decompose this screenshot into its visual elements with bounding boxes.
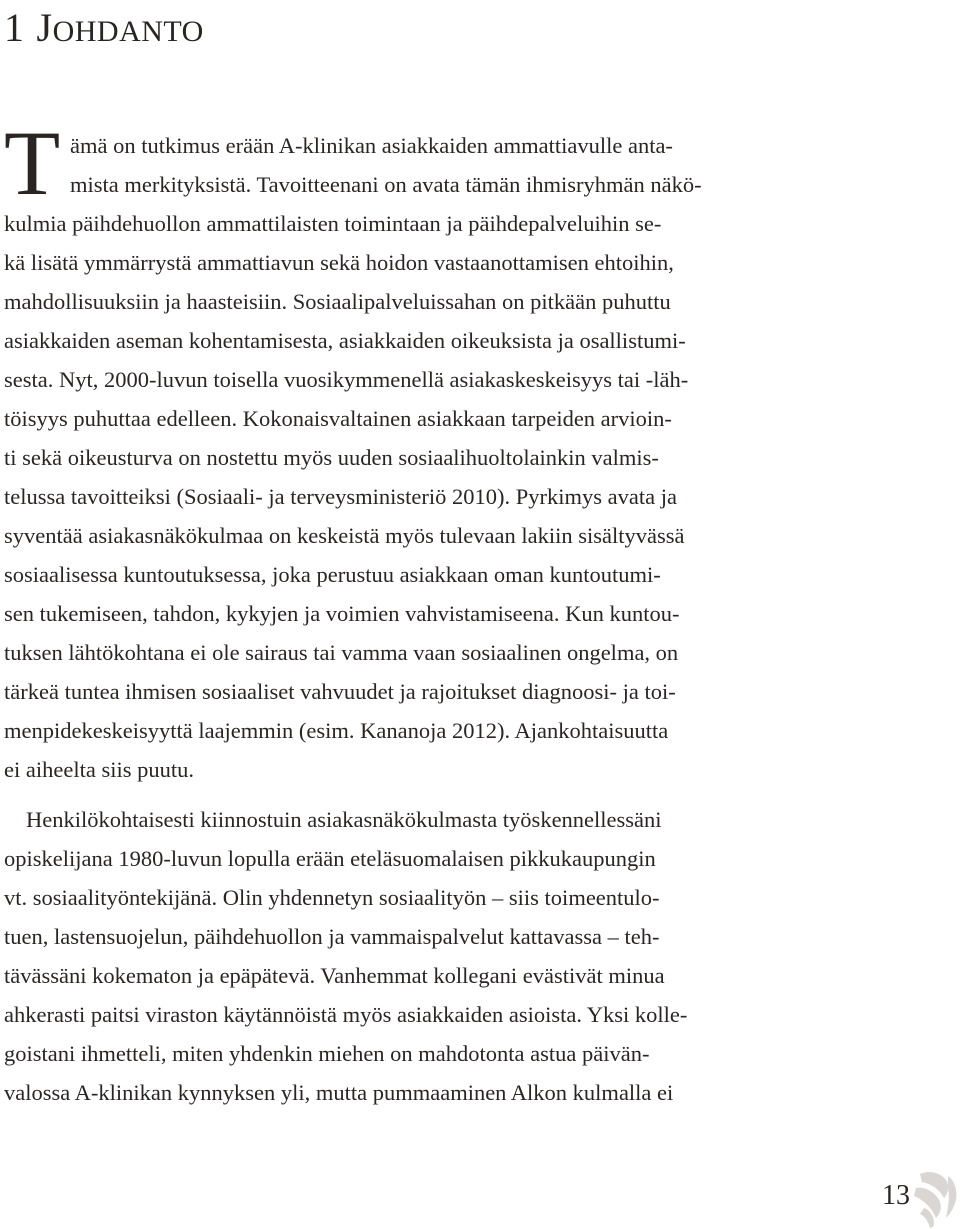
paragraph1-first-line (70, 126, 844, 165)
text-line: tävässäni kokematon ja epäpätevä. Vanhemmat kollegani evästivät minua (4, 963, 665, 988)
text-line: tuksen lähtökohtana ei ole sairaus tai vamma vaan sosiaalinen ongelma, on (4, 640, 679, 665)
chapter-number: 1 (4, 5, 25, 50)
text-line: ti sekä oikeusturva on nostettu myös uuden sosiaalihuoltolainkin valmis- (4, 445, 659, 470)
text-line: mahdollisuuksiin ja haasteisiin. Sosiaalipalveluissahan on pitkään puhuttu (4, 289, 671, 314)
text-line: sen tukemiseen, tahdon, kykyjen ja voimien vahvistamiseena. Kun kuntou- (4, 601, 680, 626)
text-line: ahkerasti paitsi viraston käytännöistä myös asiakkaiden asioista. Yksi kolle- (4, 1002, 688, 1027)
text-line: vt. sosiaalityöntekijänä. Olin yhdennetyn sosiaalityön – siis toimeentulo- (4, 885, 660, 910)
text-line: kulmia päihdehuollon ammattilaisten toimintaan ja päihdepalveluihin se- (4, 211, 662, 236)
text-line: ämä on tutkimus erään A-klinikan asiakkaiden ammattiavulle anta- (70, 133, 673, 158)
text-line: opiskelijana 1980-luvun lopulla erään eteläsuomalaisen pikkukaupungin (4, 846, 656, 871)
angel-wing-ornament-icon (910, 1168, 960, 1229)
drop-cap: T (4, 112, 61, 214)
page-number: 13 (882, 1180, 910, 1211)
paragraph1-body (4, 204, 844, 789)
text-line: telussa tavoitteiksi (Sosiaali- ja terveysministeriö 2010). Pyrkimys avata ja (4, 484, 677, 509)
text-line: ei aiheelta siis puutu. (4, 757, 194, 782)
text-line: goistani ihmetteli, miten yhdenkin miehen on mahdotonta astua päivän- (4, 1041, 650, 1066)
chapter-title-rest: OHDANTO (52, 15, 204, 48)
text-line: Henkilökohtaisesti kiinnostuin asiakasnäkökulmasta työskennellessäni (26, 807, 662, 832)
text-line: sosiaalisessa kuntoutuksessa, joka perustuu asiakkaan oman kuntoutumi- (4, 562, 661, 587)
text-line: valossa A-klinikan kynnyksen yli, mutta pummaaminen Alkon kulmalla ei (4, 1080, 674, 1105)
text-line: töisyys puhuttaa edelleen. Kokonaisvaltainen asiakkaan tarpeiden arvioin- (4, 406, 672, 431)
paragraph2-body (4, 800, 844, 1112)
text-line: sesta. Nyt, 2000-luvun toisella vuosikymmenellä asiakaskeskeisyys tai -läh- (4, 367, 689, 392)
chapter-heading (4, 4, 204, 56)
text-line: menpidekeskeisyyttä laajemmin (esim. Kananoja 2012). Ajankohtaisuutta (4, 718, 669, 743)
text-line: mista merkityksistä. Tavoitteenani on avata tämän ihmisryhmän näkö- (70, 172, 702, 197)
chapter-title-initial: J (36, 5, 53, 50)
text-line: tuen, lastensuojelun, päihdehuollon ja vammaispalvelut kattavassa – teh- (4, 924, 660, 949)
text-line: asiakkaiden aseman kohentamisesta, asiakkaiden oikeuksista ja osallistumi- (4, 328, 686, 353)
text-line: syventää asiakasnäkökulmaa on keskeistä myös tulevaan lakiin sisältyvässä (4, 523, 685, 548)
text-line: kä lisätä ymmärrystä ammattiavun sekä hoidon vastaanottamisen ehtoihin, (4, 250, 674, 275)
text-line: tärkeä tuntea ihmisen sosiaaliset vahvuudet ja rajoitukset diagnoosi- ja toi- (4, 679, 676, 704)
paragraph1-second-line (70, 165, 844, 204)
